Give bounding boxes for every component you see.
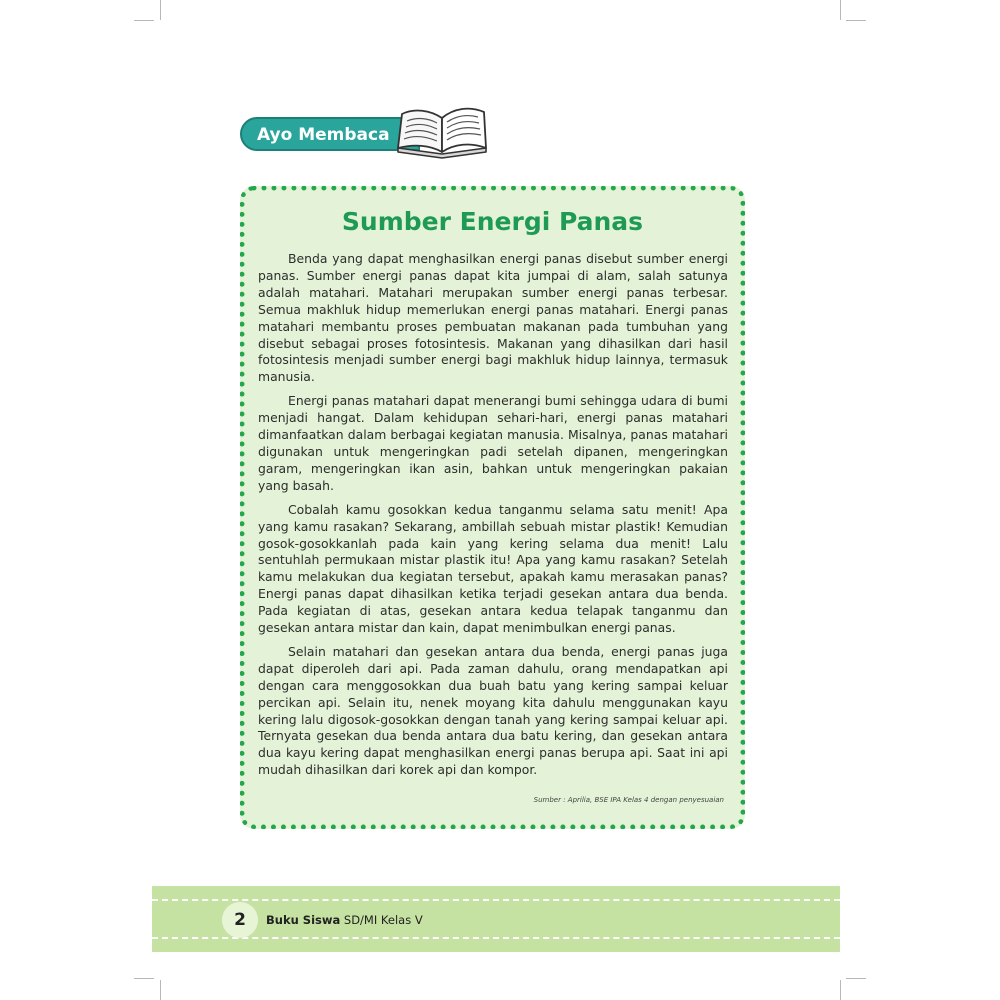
section-tab-label: Ayo Membaca — [257, 125, 390, 145]
paragraph: Benda yang dapat menghasilkan energi panas disebut sumber energi panas. Sumber energi panas dapat kita jumpai di alam, salah satunya adalah matahari. Matahari merupakan sumber energi panas terbesar. Semua makhluk hidup memerlukan energi panas matahari. Energi panas matahari membantu proses pembuatan makanan pada tumbuhan yang disebut sebagai proses fotosintesis. Makanan yang dihasilkan dari hasil fotosintesis menjadi sumber energi bagi makhluk hidup lainnya, termasuk manusia. — [258, 251, 728, 385]
paragraph: Selain matahari dan gesekan antara dua benda, energi panas juga dapat diperoleh dari api. Pada zaman dahulu, orang mendapatkan api dengan cara menggosokkan dua buah batu yang kering sampai keluar percikan api. Selain itu, nenek moyang kita dahulu menggunakan kayu kering lalu digosok-gosokkan dengan tanah yang kering sampai keluar api. Ternyata gesekan dua benda antara dua batu kering, dan gesekan antara dua kayu kering dapat menghasilkan energi panas berupa api. Saat ini api mudah dihasilkan dari korek api dan kompor. — [258, 643, 728, 778]
crop-mark — [134, 20, 154, 21]
source-citation: Sumber : Aprilia, BSE IPA Kelas 4 dengan penyesuaian — [533, 796, 724, 804]
reading-title: Sumber Energi Panas — [341, 207, 644, 236]
footer-book-title-bold: Buku Siswa — [266, 913, 341, 927]
paragraph: Cobalah kamu gosokkan kedua tanganmu selama satu menit! Apa yang kamu rasakan? Sekarang, ambillah sebuah mistar plastik! Kemudian gosok-gosokkanlah pada kain yang kering selama dua menit! Lalu sentuhlah permukaan mistar plastik itu! Apa yang kamu rasakan? Setelah kamu melakukan dua kegiatan tersebut, apakah kamu merasakan panas? Energi panas dapat dihasilkan ketika terjadi gesekan antara dua benda. Pada kegiatan di atas, gesekan antara kedua telapak tanganmu dan gesekan antara mistar dan kain, dapat menimbulkan energi panas. — [258, 501, 728, 636]
footer-dashed-line — [152, 899, 840, 901]
page-footer — [152, 886, 840, 952]
crop-mark — [840, 0, 841, 20]
page-number: 2 — [222, 902, 258, 938]
crop-mark — [134, 978, 154, 979]
crop-mark — [840, 980, 841, 1000]
paragraph: Energi panas matahari dapat menerangi bumi sehingga udara di bumi menjadi hangat. Dalam kehidupan sehari-hari, energi panas matahari dimanfaatkan dalam berbagai kegiatan manusia. Misalnya, panas matahari digunakan untuk mengeringkan padi setelah dipanen, mengeringkan garam, mengeringkan ikan asin, bahkan untuk mengeringkan pakaian yang basah. — [258, 393, 728, 493]
crop-mark — [846, 20, 866, 21]
reading-box — [240, 186, 745, 829]
footer-book-title — [266, 912, 423, 928]
reading-body — [258, 251, 728, 786]
crop-mark — [160, 980, 161, 1000]
open-book-icon — [392, 102, 492, 160]
footer-book-title-rest: SD/MI Kelas V — [340, 913, 423, 927]
crop-mark — [160, 0, 161, 20]
footer-dashed-line — [152, 937, 840, 939]
crop-mark — [846, 978, 866, 979]
